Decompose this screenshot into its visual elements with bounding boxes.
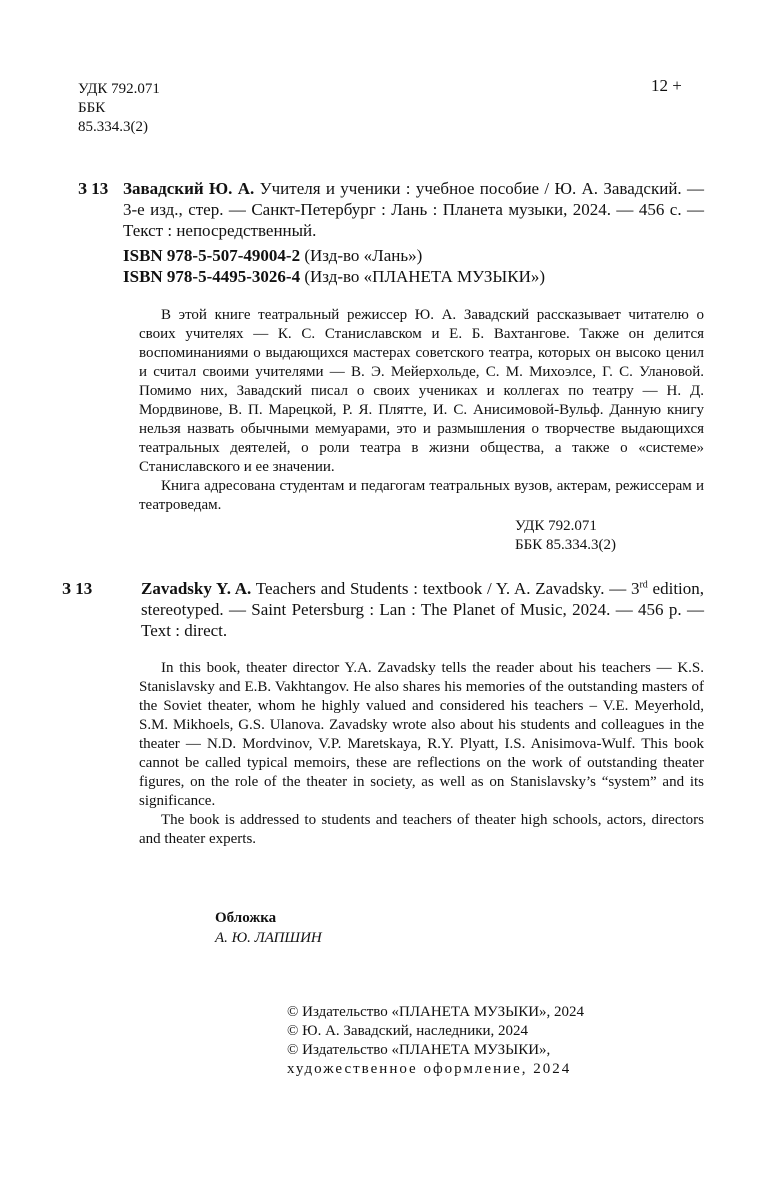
ru-bbk: ББК 85.334.3(2) <box>515 537 616 553</box>
ru-udc: УДК 792.071 <box>515 518 597 534</box>
ru-bibliography-text: Учителя и ученики : учебное пособие / Ю. А. Завадский. — 3-е изд., стер. — Санкт-Петербург : Лань : Планета музыки, 2024. — 456 с. — Текст : непосредственный. <box>123 179 705 240</box>
copyright-line-1: © Издательство «ПЛАНЕТА МУЗЫКИ», 2024 <box>287 1004 585 1020</box>
isbn-2-publisher: (Изд-во «ПЛАНЕТА МУЗЫКИ») <box>304 267 546 286</box>
en-author: Zavadsky Y. A. <box>141 579 252 598</box>
copyright-block <box>287 1003 584 1079</box>
copyright-line-3: © Издательство «ПЛАНЕТА МУЗЫКИ», <box>287 1042 551 1058</box>
cover-label: Обложка <box>215 910 277 926</box>
ru-entry-code: З 13 <box>78 179 109 198</box>
copyright-line-4: художественное оформление, 2024 <box>287 1061 572 1077</box>
ru-isbn-2 <box>123 266 545 287</box>
en-bibliography-part-2: edition, stereotyped. — Saint Petersburg : Lan : The Planet of Music, 2024. — 456 p. — Text : direct. <box>141 579 705 640</box>
bbk-label: ББК <box>78 100 106 116</box>
ru-abstract-paragraph-1: В этой книге театральный режиссер Ю. А. Завадский рассказывает читателю о своих учителях — К. С. Станиславском и Е. Б. Вахтангове. Также он делится воспоминаниями о выдающихся мастерах советского театра, которых он высоко ценил и считал своими учителями — В. Э. Мейерхольде, С. М. Михоэлсе, Г. С. Улановой. Помимо них, Завадский писал о своих учениках и коллегах по театру — Н. Д. Мордвинове, В. П. Марецкой, Р. Я. Плятте, И. С. Анисимовой-Вульф. Данную книгу нельзя назвать обычными мемуарами, это и размышления о творчестве выдающихся театральных деятелей, о роли театра в жизни общества, а также о «системе» Станиславского и ее значении. <box>139 307 704 475</box>
en-entry-code: З 13 <box>62 579 93 598</box>
isbn-2-number: ISBN 978-5-4495-3026-4 <box>123 267 301 286</box>
udc-code: УДК 792.071 <box>78 81 160 97</box>
bbk-code: 85.334.3(2) <box>78 119 148 135</box>
classification-block <box>78 80 160 137</box>
age-rating: 12 + <box>651 76 682 95</box>
ru-abstract <box>139 306 704 515</box>
en-edition-superscript: rd <box>639 579 648 591</box>
en-abstract <box>139 659 704 849</box>
en-abstract-paragraph-2: The book is addressed to students and teachers of theater high schools, actors, directors and theater experts. <box>139 812 704 847</box>
isbn-1-number: ISBN 978-5-507-49004-2 <box>123 246 301 265</box>
en-bibliography <box>141 578 704 641</box>
en-bibliography-part-1: Teachers and Students : textbook / Y. A. Zavadsky. — 3 <box>255 579 640 598</box>
ru-classification <box>515 517 616 555</box>
ru-isbn-1 <box>123 245 422 266</box>
ru-bibliography <box>123 178 704 241</box>
isbn-1-publisher: (Изд-во «Лань») <box>304 246 423 265</box>
cover-artist: А. Ю. ЛАПШИН <box>215 930 322 946</box>
ru-abstract-paragraph-2: Книга адресована студентам и педагогам театральных вузов, актерам, режиссерам и театроведам. <box>139 478 704 513</box>
ru-author: Завадский Ю. А. <box>123 179 255 198</box>
en-abstract-paragraph-1: In this book, theater director Y.A. Zavadsky tells the reader about his teachers — K.S. Stanislavsky and E.B. Vakhtangov. He also shares his memories of the outstanding masters of the Soviet theater, whom he highly valued and considered his teachers – V.E. Meyerhold, S.M. Mikhoels, G.S. Ulanova. Zavadsky wrote also about his students and colleagues in the theater — N.D. Mordvinov, V.P. Maretskaya, R.Y. Plyatt, I.S. Anisimova-Wulf. This book cannot be called typical memoirs, these are reflections on the work of outstanding theater figures, on the role of the theater in society, as well as on Stanislavsky’s “system” and its significance. <box>139 660 704 809</box>
copyright-line-2: © Ю. А. Завадский, наследники, 2024 <box>287 1023 529 1039</box>
